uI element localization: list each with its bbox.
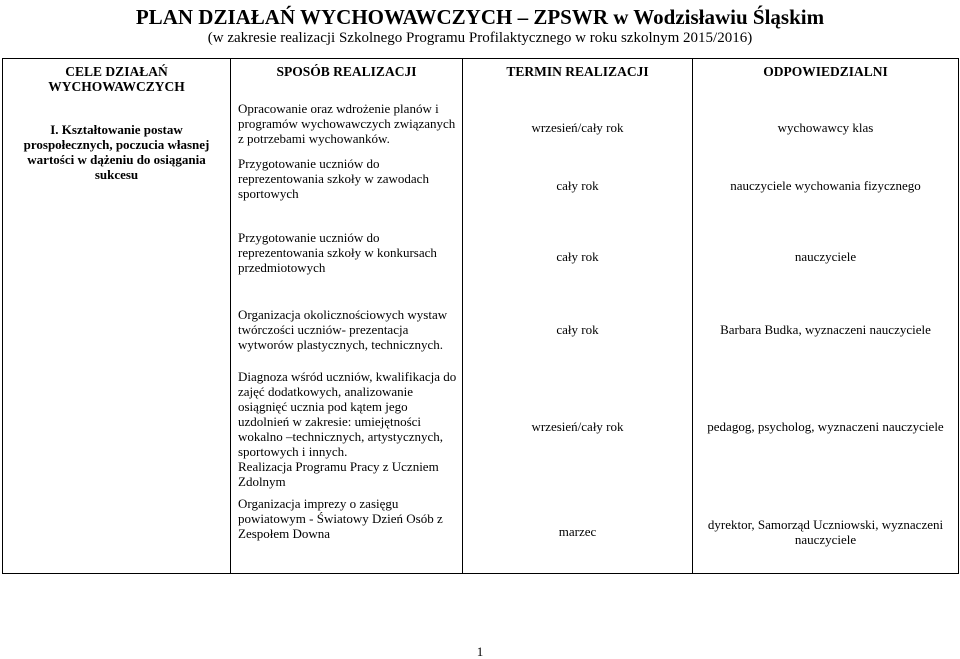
goal-cell [3, 98, 231, 214]
responsible-cell: nauczyciele [693, 214, 959, 298]
column-header-term: TERMIN REALIZACJI [463, 59, 693, 99]
responsible-cell: wychowawcy klas [693, 98, 959, 156]
document-title: PLAN DZIAŁAŃ WYCHOWAWCZYCH – ZPSWR w Wodzisławiu Śląskim [135, 5, 825, 29]
method-cell [231, 361, 463, 491]
method-cell: Organizacja okolicznościowych wystaw twórczości uczniów- prezentacja wytworów plastycznych, technicznych. [231, 298, 463, 361]
goal-cell-empty [3, 491, 231, 573]
term-cell: cały rok [463, 156, 693, 214]
table-row [3, 98, 959, 156]
term-cell: cały rok [463, 214, 693, 298]
document-subtitle: (w zakresie realizacji Szkolnego Programu Profilaktycznego w roku szkolnym 2015/2016) [207, 30, 753, 46]
goal-cell-empty [3, 298, 231, 361]
column-header-goals: CELE DZIAŁAŃ WYCHOWAWCZYCH [3, 59, 231, 99]
method-cell: Przygotowanie uczniów do reprezentowania szkoły w zawodach sportowych [231, 156, 463, 214]
table-row [3, 361, 959, 491]
method-text: Diagnoza wśród uczniów, kwalifikacja do zajęć dodatkowych, analizowanie osiągnięć ucznia pod kątem jego uzdolnień w zakresie: umiejętności wokalno –technicznych, artystycznych, sportowych i innych. [238, 369, 457, 459]
goal-text: I. Kształtowanie postaw prospołecznych, poczucia własnej wartości w dążeniu do osiągania sukcesu [23, 122, 210, 182]
responsible-cell: dyrektor, Samorząd Uczniowski, wyznaczeni nauczyciele [693, 491, 959, 573]
plan-table [2, 58, 959, 574]
table-row [3, 491, 959, 573]
responsible-cell: nauczyciele wychowania fizycznego [693, 156, 959, 214]
column-header-method: SPOSÓB REALIZACJI [231, 59, 463, 99]
term-cell: wrzesień/cały rok [463, 361, 693, 491]
column-header-responsible: ODPOWIEDZIALNI [693, 59, 959, 99]
method-cell: Przygotowanie uczniów do reprezentowania szkoły w konkursach przedmiotowych [231, 214, 463, 298]
page-number: 1 [476, 644, 484, 659]
goal-cell-empty [3, 214, 231, 298]
term-cell: marzec [463, 491, 693, 573]
responsible-cell: pedagog, psycholog, wyznaczeni nauczyciele [693, 361, 959, 491]
table-row [3, 214, 959, 298]
responsible-cell: Barbara Budka, wyznaczeni nauczyciele [693, 298, 959, 361]
table-row [3, 298, 959, 361]
term-cell: wrzesień/cały rok [463, 98, 693, 156]
method-cell: Opracowanie oraz wdrożenie planów i programów wychowawczych związanych z potrzebami wychowanków. [231, 98, 463, 156]
term-cell: cały rok [463, 298, 693, 361]
method-extra-text: Realizacja Programu Pracy z Uczniem Zdolnym [238, 459, 439, 489]
table-header-row [3, 59, 959, 99]
goal-cell-empty [3, 361, 231, 491]
method-cell: Organizacja imprezy o zasięgu powiatowym - Światowy Dzień Osób z Zespołem Downa [231, 491, 463, 573]
